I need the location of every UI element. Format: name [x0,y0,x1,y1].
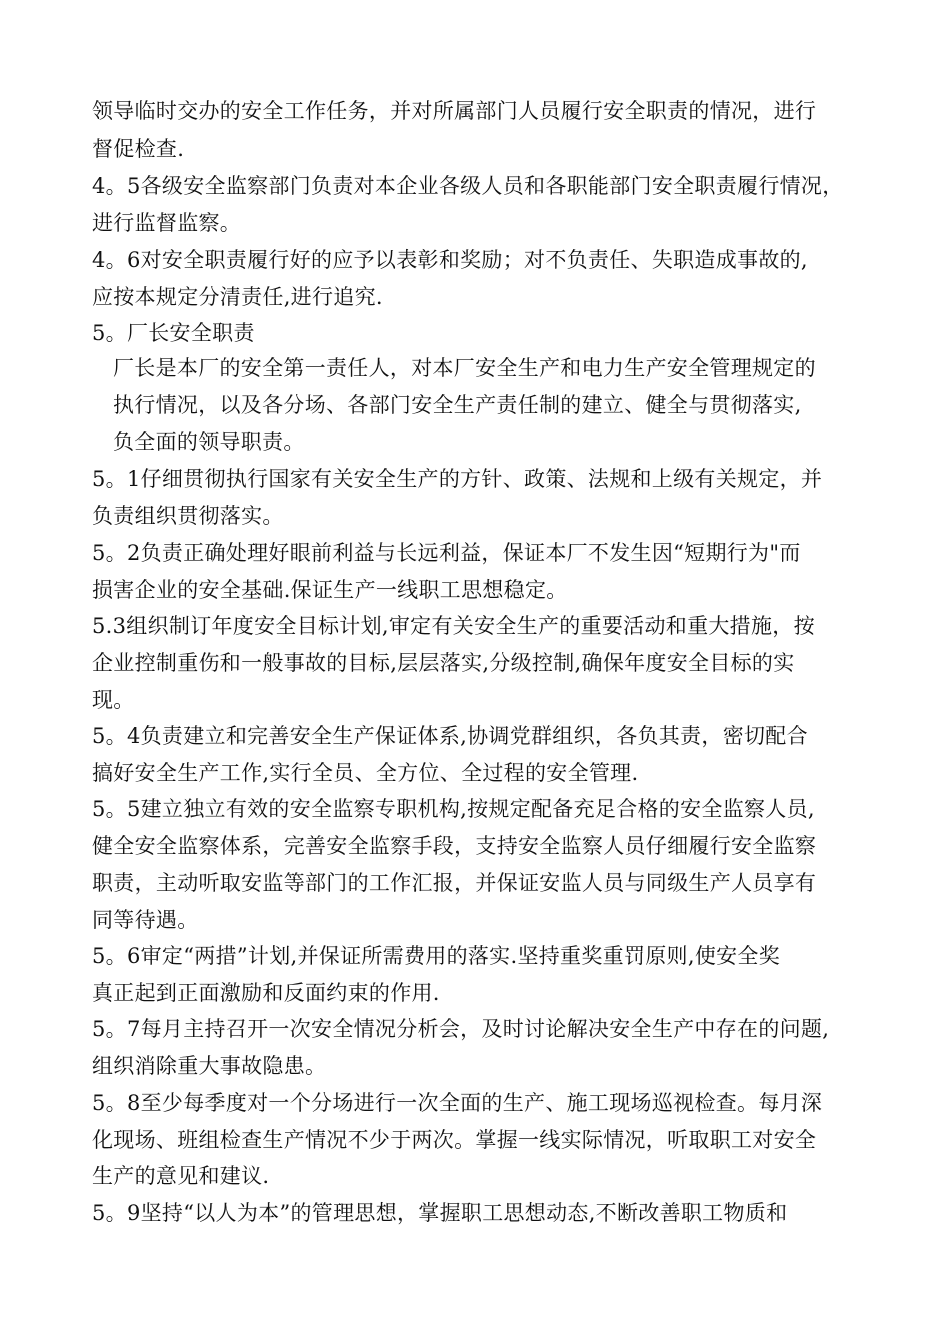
text-line: 生产的意见和建议. [92,1164,270,1188]
text-line: 厂长是本厂的安全第一责任人，对本厂安全生产和电力生产安全管理规定的 [113,356,816,380]
text-line: 同等待遇。 [92,908,199,932]
text-line: 执行情况，以及各分场、各部门安全生产责任制的建立、健全与贯彻落实, [113,393,802,417]
text-line: 搞好安全生产工作,实行全员、全方位、全过程的安全管理. [92,761,639,785]
text-line: 化现场、班组检查生产情况不少于两次。掌握一线实际情况，听取职工对安全 [92,1128,817,1152]
text-line: 5。1仔细贯彻执行国家有关安全生产的方针、政策、法规和上级有关规定，并 [92,467,823,491]
text-line: 5。7每月主持召开一次安全情况分析会，及时讨论解决安全生产中存在的问题, [92,1017,830,1041]
text-line: 5。5建立独立有效的安全监察专职机构,按规定配备充足合格的安全监察人员, [92,797,815,821]
section-heading: 5。厂长安全职责 [92,321,255,345]
text-line: 损害企业的安全基础.保证生产一线职工思想稳定。 [92,578,568,602]
text-line: 4。6对安全职责履行好的应予以表彰和奖励；对不负责任、失职造成事故的, [92,248,808,272]
text-line: 真正起到正面激励和反面约束的作用. [92,981,440,1005]
text-line: 5。9坚持“以人为本”的管理思想，掌握职工思想动态,不断改善职工物质和 [92,1201,788,1225]
text-line: 职责，主动听取安监等部门的工作汇报，并保证安监人员与同级生产人员享有 [92,871,817,895]
text-line: 5。6审定“两措”计划,并保证所需费用的落实.坚持重奖重罚原则,使安全奖 [92,944,781,968]
text-line: 5。2负责正确处理好眼前利益与长远利益，保证本厂不发生因“短期行为"而 [92,541,801,565]
text-line: 应按本规定分清责任,进行追究. [92,285,383,309]
text-line: 企业控制重伤和一般事故的目标,层层落实,分级控制,确保年度安全目标的实 [92,651,795,675]
text-line: 4。5各级安全监察部门负责对本企业各级人员和各职能部门安全职责履行情况， [92,174,844,198]
text-line: 5。4负责建立和完善安全生产保证体系,协调党群组织，各负其责，密切配合 [92,724,808,748]
text-line: 领导临时交办的安全工作任务，并对所属部门人员履行安全职责的情况，进行 [92,99,817,123]
text-line: 5。8至少每季度对一个分场进行一次全面的生产、施工现场巡视检查。每月深 [92,1091,823,1115]
text-line: 健全安全监察体系，完善安全监察手段，支持安全监察人员仔细履行安全监察 [92,834,817,858]
text-line: 组织消除重大事故隐患。 [92,1054,327,1078]
text-line: 督促检查. [92,137,185,161]
text-line: 5.3组织制订年度安全目标计划,审定有关安全生产的重要活动和重大措施，按 [92,614,815,638]
text-line: 现。 [92,688,135,712]
text-line: 负全面的领导职责。 [113,430,305,454]
text-line: 负责组织贯彻落实。 [92,504,284,528]
text-line: 进行监督监察。 [92,211,242,235]
